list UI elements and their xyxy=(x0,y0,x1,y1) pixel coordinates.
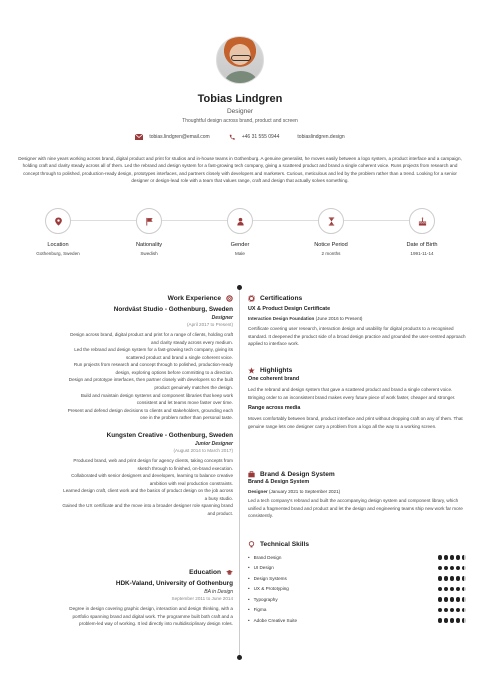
skill-rating xyxy=(438,587,467,592)
project-role-line xyxy=(248,489,466,494)
skill-name: • UX & Prototyping xyxy=(248,586,289,591)
certificate-date: (June 2016 to Present) xyxy=(315,316,363,321)
timeline-dot-bottom xyxy=(237,655,242,660)
skill-rating-dot xyxy=(450,566,455,571)
fact-notice-period xyxy=(291,208,371,256)
skill-rating xyxy=(438,576,467,581)
skill-rating xyxy=(438,608,467,613)
job-line: design, exploring options before committing to a direction. xyxy=(115,369,233,375)
job-line: Gained the UX certificate and the move into a broader designer role spanning brand xyxy=(62,503,233,509)
skill-rating xyxy=(438,566,467,571)
contact-bar xyxy=(0,134,480,140)
skill-rating-dot xyxy=(462,618,467,623)
fact-location-label: Location xyxy=(47,242,69,248)
education-line: portfolio spanning brand and digital work. The programme built both craft and a xyxy=(72,613,233,619)
skill-row xyxy=(248,605,466,616)
fact-dob-label: Date of Birth xyxy=(406,242,438,248)
fact-location-value: Gothenburg, Sweden xyxy=(36,251,80,256)
highlight-text: Moves comfortably between brand, product interface and print without dropping craft on any of them. That genuine range lets one designer carry a problem from a logo all the way to a working screen. xyxy=(248,416,463,429)
certificate-description: Certificate covering user research, interaction design and usability for digital products to a recognised standard. It deepened the product side of a broad design practice and grounded the user-centred approach applied to interface work. xyxy=(248,326,466,347)
job-line: ambition with real production constraints. xyxy=(149,480,233,486)
skill-rating-dot xyxy=(450,618,455,623)
skill-rating-dot xyxy=(462,608,467,613)
education-description xyxy=(20,605,233,628)
job-line: Design across brand, digital product and print for a range of clients, holding craft xyxy=(70,332,233,337)
job-role: Junior Designer xyxy=(194,440,233,447)
personal-facts xyxy=(18,208,462,268)
job-description xyxy=(20,457,233,518)
timeline-divider xyxy=(239,287,240,658)
skill-rating xyxy=(438,618,467,623)
job-date: (August 2014 to March 2017) xyxy=(173,447,233,453)
lightbulb-icon xyxy=(248,541,255,548)
fact-nationality-value: Swedish xyxy=(140,251,158,256)
project-date: (January 2021 to September 2021) xyxy=(268,489,341,494)
highlight-title: One coherent brand xyxy=(248,376,300,382)
skill-rating-dot xyxy=(462,587,467,592)
contact-email-text: tobias.lindgren@email.com xyxy=(149,134,210,140)
job-line: and product. xyxy=(207,510,233,516)
work-experience-heading xyxy=(20,295,233,302)
project-heading xyxy=(248,471,466,478)
avatar-body xyxy=(225,71,257,84)
contact-website-text: tobiaslindgren.design xyxy=(297,134,345,140)
job-entry xyxy=(20,306,233,422)
job-line: scattered product and brand a single coherent voice. xyxy=(126,354,233,360)
fact-date-of-birth xyxy=(382,208,462,256)
highlight-title: Range across media xyxy=(248,405,301,412)
skill-row xyxy=(248,584,466,595)
timeline-dot-top xyxy=(237,285,242,290)
fact-gender-circle xyxy=(227,208,253,234)
highlights-title: Highlights xyxy=(260,367,293,374)
fact-nationality-circle xyxy=(136,208,162,234)
candidate-role: Designer xyxy=(226,108,253,115)
flag-icon xyxy=(145,217,154,226)
skill-rating xyxy=(438,555,467,560)
education-date: September 2011 to June 2014 xyxy=(171,596,233,601)
certificate-name: UX & Product Design Certificate xyxy=(248,306,331,312)
skill-rating-dot xyxy=(456,608,461,613)
certificate-issuer: Interaction Design Foundation xyxy=(248,316,315,321)
skill-rating-dot xyxy=(444,597,449,602)
skills-heading xyxy=(248,541,466,548)
fact-gender-value: Male xyxy=(235,251,245,256)
skills-list xyxy=(248,552,466,626)
project-subtitle: Brand & Design System xyxy=(248,479,310,485)
phone-icon xyxy=(228,134,236,140)
skill-row xyxy=(248,615,466,626)
job-line: product genuinely matches the design. xyxy=(154,385,233,391)
person-icon xyxy=(236,217,245,226)
education-title: Education xyxy=(189,569,221,576)
skill-rating-dot xyxy=(456,587,461,592)
education-section xyxy=(20,569,233,628)
candidate-name: Tobias Lindgren xyxy=(197,93,283,105)
education-line: problem-led way of working. It led directly into multidisciplinary design roles. xyxy=(79,621,233,627)
job-line: Build and maintain design systems and component libraries that keep work xyxy=(80,392,233,398)
skill-rating-dot xyxy=(450,587,455,592)
skill-rating-dot xyxy=(462,566,467,571)
graduation-cap-icon xyxy=(226,569,233,576)
skill-rating-dot xyxy=(450,555,455,560)
skill-name: • Brand Design xyxy=(248,555,281,560)
fact-dob-circle xyxy=(409,208,435,234)
skill-rating-dot xyxy=(438,587,443,592)
skill-rating-dot xyxy=(462,555,467,560)
skill-rating-dot xyxy=(450,576,455,581)
fact-dob-value: 1991-11-14 xyxy=(410,251,434,256)
skill-rating-dot xyxy=(444,555,449,560)
project-description: Led a tech company's rebrand and built the accompanying design system and component library, which unified a fragmented brand and product and let the design and engineering teams ship new work far more consistently. xyxy=(248,498,463,519)
highlight-text: Led the rebrand and design system that gave a scattered product and brand a single coherent voice. Bringing order to an inconsistent brand makes every future piece of work faster, cheaper and stronger. xyxy=(248,387,456,400)
job-line: Present and defend design decisions to clients and stakeholders, grounding each xyxy=(67,407,233,413)
job-line: Produced brand, web and print design for agency clients, taking concepts from xyxy=(73,457,233,463)
skill-rating-dot xyxy=(462,597,467,602)
gear-icon xyxy=(248,295,255,302)
job-title: Nordväst Studio - Gothenburg, Sweden xyxy=(113,306,233,313)
education-line: Degree in design covering graphic design, interaction and design thinking, with a xyxy=(69,606,233,611)
certificate-issuer-line xyxy=(248,316,466,321)
skill-name: • Figma xyxy=(248,607,266,612)
technical-skills-section xyxy=(248,541,466,626)
job-role: Designer xyxy=(211,315,233,321)
skill-rating-dot xyxy=(456,576,461,581)
skill-rating xyxy=(438,597,467,602)
work-experience-section xyxy=(20,295,233,518)
project-role: Designer xyxy=(248,489,268,494)
job-line: Learned design craft, client work and the basics of product design on the job across xyxy=(63,488,233,494)
education-school: HDK-Valand, University of Gothenburg xyxy=(115,580,233,587)
job-entry xyxy=(20,432,233,518)
skill-rating-dot xyxy=(462,576,467,581)
job-title: Kungsten Creative - Gothenburg, Sweden xyxy=(106,431,233,439)
job-line: Collaborated with senior designers and developers, learning to balance creative xyxy=(71,473,233,479)
contact-email[interactable] xyxy=(135,134,209,140)
skill-rating-dot xyxy=(450,608,455,613)
contact-phone[interactable] xyxy=(228,134,280,140)
avatar xyxy=(216,36,264,84)
skill-rating-dot xyxy=(438,576,443,581)
contact-phone-text: +46 31 555 0944 xyxy=(241,134,280,140)
contact-website[interactable] xyxy=(297,134,344,140)
candidate-tagline: Thoughtful design across brand, product and screen xyxy=(182,118,298,124)
skill-rating-dot xyxy=(456,555,461,560)
skill-rating-dot xyxy=(444,608,449,613)
job-line: a busy studio. xyxy=(204,495,233,501)
certifications-heading xyxy=(248,295,466,302)
skill-row xyxy=(248,563,466,574)
envelope-icon xyxy=(135,134,143,140)
gear-icon xyxy=(226,295,233,302)
star-icon xyxy=(248,367,255,374)
fact-nationality-label: Nationality xyxy=(135,242,163,248)
skill-rating-dot xyxy=(444,587,449,592)
certifications-title: Certifications xyxy=(260,295,303,302)
education-heading xyxy=(20,569,233,576)
job-date: (April 2017 to Present) xyxy=(187,322,233,327)
fact-gender xyxy=(200,208,280,256)
highlights-heading xyxy=(248,367,466,374)
skill-rating-dot xyxy=(444,566,449,571)
education-degree: BA in Design xyxy=(204,589,233,595)
skill-name: • Typography xyxy=(248,597,278,602)
birthday-cake-icon xyxy=(418,217,427,226)
skill-rating-dot xyxy=(444,576,449,581)
job-line: consistent and let teams move faster over time. xyxy=(136,400,233,406)
skill-rating-dot xyxy=(444,618,449,623)
skills-title: Technical Skills xyxy=(260,541,309,548)
hourglass-icon xyxy=(327,217,336,226)
skill-rating-dot xyxy=(438,608,443,613)
fact-notice-circle xyxy=(318,208,344,234)
job-line: one in the problem rather than personal taste. xyxy=(140,415,233,421)
highlights-section xyxy=(248,367,466,430)
location-pin-icon xyxy=(54,217,63,226)
skill-rating-dot xyxy=(438,618,443,623)
job-line: sketch through to finished, on-brand execution. xyxy=(137,465,233,471)
skill-rating-dot xyxy=(450,597,455,602)
certifications-section xyxy=(248,295,466,348)
job-line: Led the rebrand and design system for a fast-growing tech company, giving its xyxy=(74,347,233,353)
fact-nationality xyxy=(109,208,189,256)
fact-notice-label: Notice Period xyxy=(314,242,348,248)
skill-row xyxy=(248,594,466,605)
job-line: and clarity steady across every medium. xyxy=(151,339,233,345)
work-experience-title: Work Experience xyxy=(167,295,221,302)
skill-rating-dot xyxy=(438,555,443,560)
skill-rating-dot xyxy=(438,566,443,571)
skill-row xyxy=(248,552,466,563)
fact-location-circle xyxy=(45,208,71,234)
profile-summary: Designer with nine years working across brand, digital product and print for studios and in-house teams in Gothenburg. A genuine generalist, he moves easily between a logo system, a product interface and a campaign, holding craft and clarity steady across all of them. Led the rebrand and design system for a fast-growing tech company, giving a scattered product and brand a single coherent voice. Runs projects from research and concept through to polished, production-ready design, prototypes interfaces, and partners closely with developers and marketers. Curious, meticulous and led by the problem rather than a trend. Looking for a senior designer or design-lead role with a team that values range, craft and design that actually solves something. xyxy=(18,156,462,184)
job-description xyxy=(20,331,233,422)
job-line: Run projects from research and concept through to polished, production-ready xyxy=(73,362,233,368)
job-line: Design and prototype interfaces, then partner closely with developers so the built xyxy=(68,377,233,383)
project-section xyxy=(248,471,466,520)
skill-name: • UI Design xyxy=(248,565,274,570)
skill-rating-dot xyxy=(456,597,461,602)
briefcase-icon xyxy=(248,471,255,478)
skill-row xyxy=(248,573,466,584)
fact-gender-label: Gender xyxy=(230,242,250,248)
project-title: Brand & Design System xyxy=(260,471,335,478)
skill-rating-dot xyxy=(456,618,461,623)
skill-name: • Design Systems xyxy=(248,576,287,581)
skill-rating-dot xyxy=(438,597,443,602)
fact-location xyxy=(18,208,98,256)
avatar-glasses xyxy=(231,55,251,61)
skill-name: • Adobe Creative Suite xyxy=(248,618,297,623)
fact-notice-value: 2 months xyxy=(321,251,341,256)
skill-rating-dot xyxy=(456,566,461,571)
